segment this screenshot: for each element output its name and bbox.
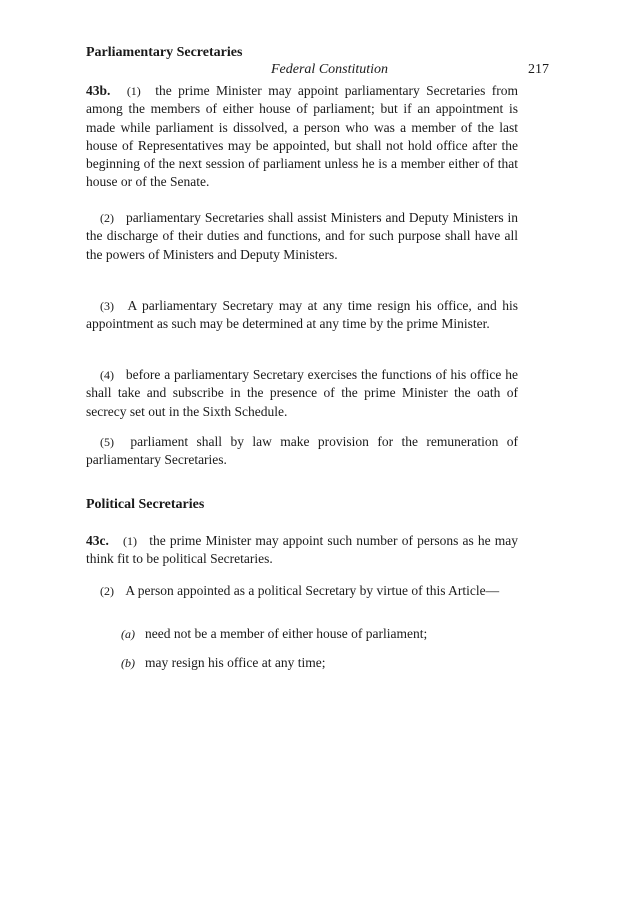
section-heading-political-secretaries: Political Secretaries (86, 497, 205, 512)
clause-text: A parliamentary Secretary may at any time resign his office, and his appointment as such may be determined at any time by the prime Minister. (86, 298, 518, 332)
article-43b-clause-3 (86, 297, 518, 334)
clause-text: parliament shall by law make provision for the remuneration of parliamentary Secretaries. (86, 434, 519, 468)
article-43b-clause-1 (86, 82, 518, 192)
clause-label: (2) (100, 211, 114, 225)
list-item-a (121, 626, 427, 642)
clause-text: A person appointed as a political Secretary by virtue of this Article— (125, 583, 500, 598)
clause-label: (5) (100, 435, 114, 449)
clause-text: before a parliamentary Secretary exercises the functions of his office he shall take and subscribe in the presence of the prime Minister the oath of secrecy set out in the Sixth Schedule. (86, 367, 519, 419)
article-43b-clause-2 (86, 209, 518, 264)
article-43b-clause-5 (86, 433, 518, 470)
clause-text: the prime Minister may appoint such number of persons as he may think fit to be political Secretaries. (86, 533, 519, 567)
item-text: need not be a member of either house of parliament; (145, 626, 428, 641)
clause-label: (1) (123, 534, 138, 548)
clause-text: the prime Minister may appoint parliamentary Secretaries from among the members of either house of parliament; but if an appointment is made while parliament is dissolved, a person who was a member of the last house of Representatives may be appointed, but shall not hold office after the beginning of the next session of parliament unless he is a member either of that house or of the Senate. (86, 83, 519, 190)
clause-label: (4) (100, 368, 114, 382)
article-number: 43c. (86, 533, 109, 548)
article-43b-clause-4 (86, 366, 518, 421)
article-43c-clause-1 (86, 532, 518, 569)
clause-label: (3) (100, 299, 114, 313)
clause-label: (2) (100, 584, 114, 598)
item-label: (a) (121, 627, 135, 641)
page-number: 217 (528, 62, 549, 77)
running-title: Federal Constitution (271, 62, 389, 77)
item-label: (b) (121, 656, 135, 670)
list-item-b (121, 655, 325, 671)
article-number: 43b. (86, 83, 111, 98)
item-text: may resign his office at any time; (145, 655, 326, 670)
clause-label: (1) (126, 84, 141, 98)
article-43c-clause-2 (86, 582, 518, 600)
clause-text: parliamentary Secretaries shall assist Ministers and Deputy Ministers in the discharge of their duties and functions, and for such purpose shall have all the powers of Ministers and Deputy Ministers. (86, 210, 519, 262)
section-heading-parliamentary-secretaries: Parliamentary Secretaries (86, 45, 243, 60)
